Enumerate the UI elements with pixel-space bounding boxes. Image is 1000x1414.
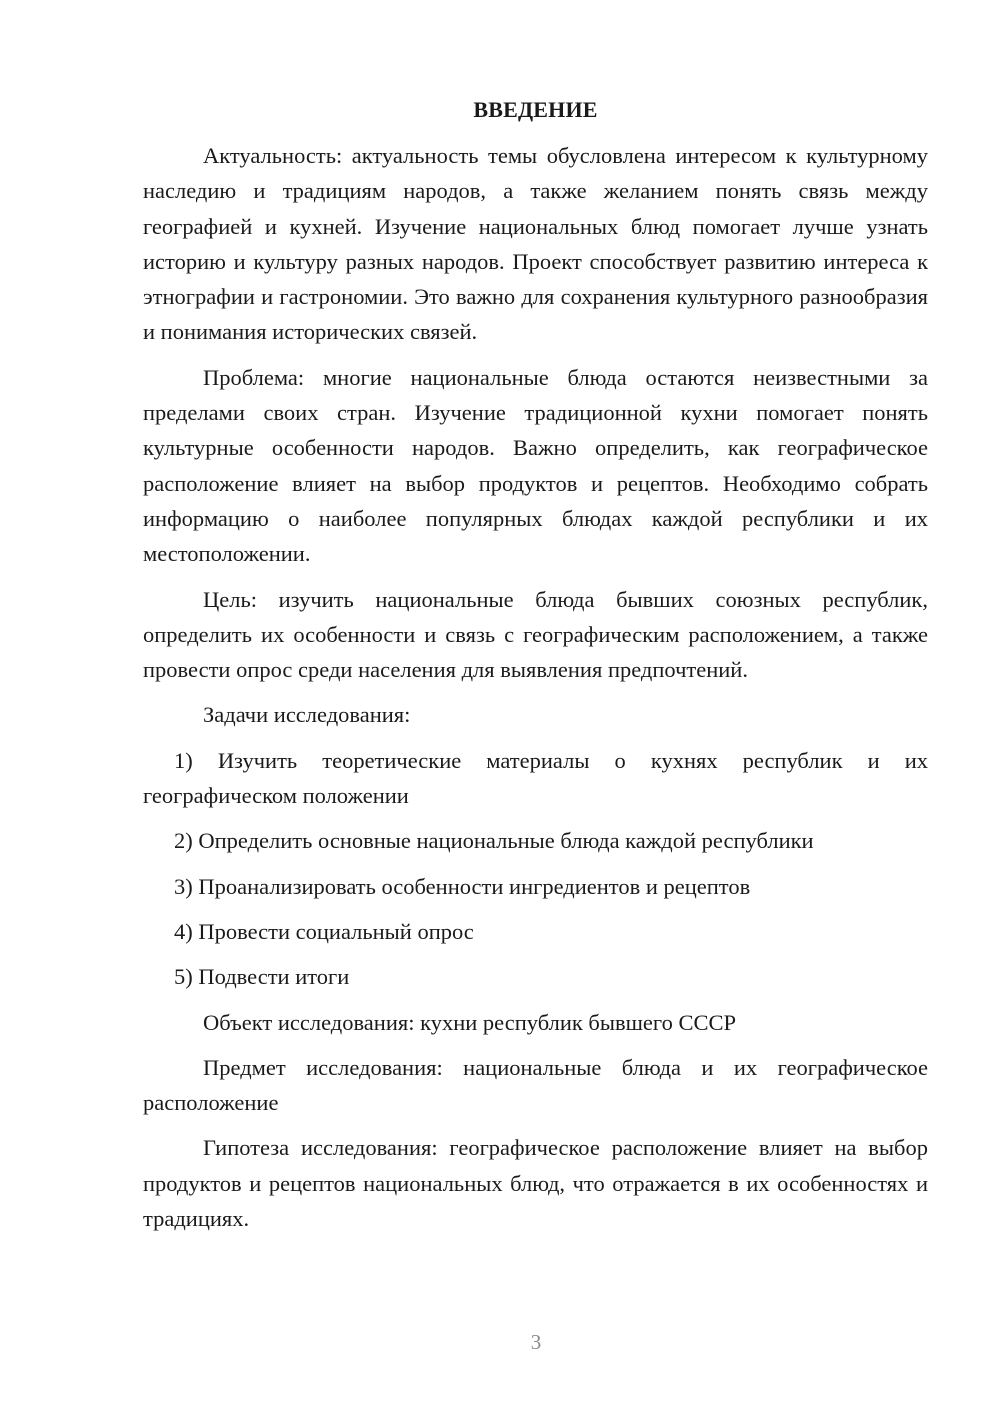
section-title: ВВЕДЕНИЕ [473,97,598,122]
task-item: 5) Подвести итоги [174,964,350,990]
task-item: 1) Изучить теоретические материалы о кухнях республик и их географическом положении [143,747,928,809]
page-content [143,92,928,1246]
page-number: 3 [530,1330,542,1354]
problem-paragraph: Проблема: многие национальные блюда остаются неизвестными за пределами своих стран. Изучение традиционной кухни помогает понять культурные особенности народов. Важно определить, как географическое расположение влияет на выбор продуктов и рецептов. Необходимо собрать информацию о наиболее популярных блюдах каждой республики и их местоположении. [143,364,928,567]
task-item: 2) Определить основные национальные блюда каждой республики [174,828,814,854]
task-item: 4) Провести социальный опрос [174,918,474,944]
hypothesis-paragraph: Гипотеза исследования: географическое расположение влияет на выбор продуктов и рецептов национальных блюд, что отражается в их особенностях и традициях. [143,1135,928,1232]
tasks-heading: Задачи исследования: [203,702,411,728]
subject-paragraph: Предмет исследования: национальные блюда и их географическое расположение [143,1054,928,1116]
relevance-paragraph: Актуальность: актуальность темы обусловлена интересом к культурному наследию и традициям народов, а также желанием понять связь между географией и кухней. Изучение национальных блюд помогает лучше узнать историю и культуру разных народов. Проект способствует развитию интереса к этнографии и гастрономии. Это важно для сохранения культурного разнообразия и понимания исторических связей. [143,143,928,345]
object-paragraph: Объект исследования: кухни республик бывшего СССР [203,1009,736,1035]
task-item: 3) Проанализировать особенности ингредиентов и рецептов [174,873,751,899]
goal-paragraph: Цель: изучить национальные блюда бывших союзных республик, определить их особенности и связь с географическим расположением, а также провести опрос среди населения для выявления предпочтений. [143,586,928,683]
